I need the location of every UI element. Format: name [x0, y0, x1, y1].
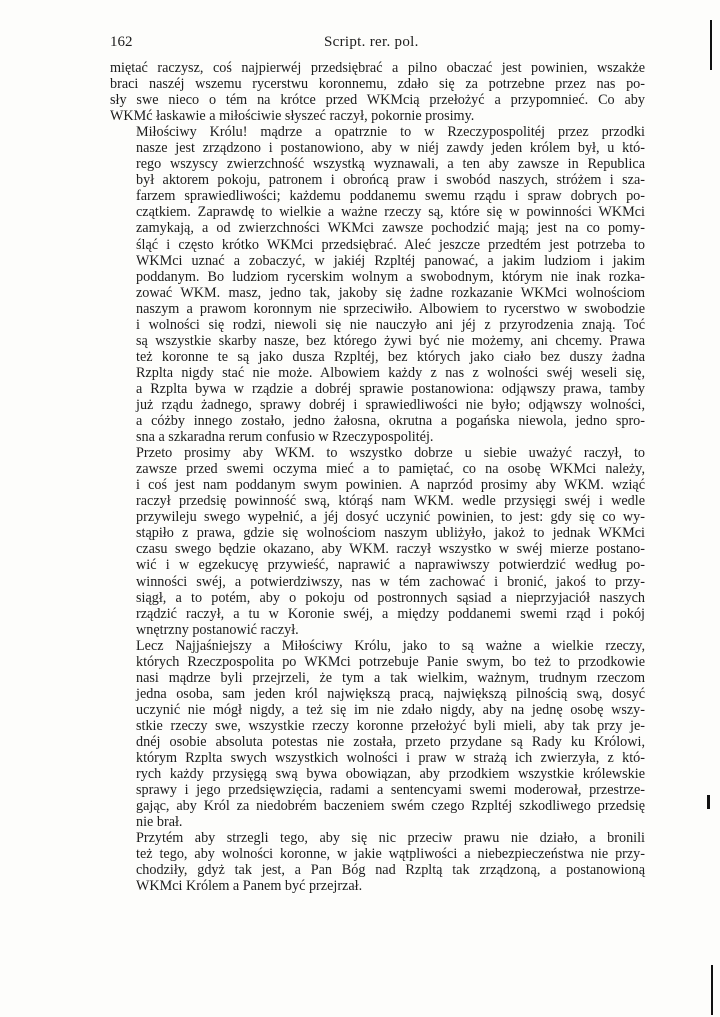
paragraph	[110, 60, 645, 124]
text-line: też tego, aby wolności koronne, w jakie wątpliwości a niebezpieczeństwa nie przy-	[136, 846, 645, 863]
text-line: zować WKM. masz, jedno tak, jakoby się żadne rozkazanie WKMci wolnościom	[136, 284, 645, 301]
text-line: Przeto prosimy aby WKM. to wszystko dobrze u siebie uważyć raczył, to	[136, 445, 645, 462]
text-line: zamykają, a od zwierzchności WKMci zawsze pochodzić mają; jest na co pomy-	[136, 220, 645, 237]
running-header	[110, 34, 645, 60]
text-line: WKMci Królem a Panem być przejrzał.	[136, 878, 363, 895]
text-line: stkie rzeczy swe, wszystkie rzeczy koronne przełożyć byli mieli, aby tak przy je-	[136, 717, 645, 734]
running-title: Script. rer. pol.	[324, 34, 419, 50]
text-line: rządzić raczył, a tu w Koronie swéj, a między poddanemi swemi rząd i pokój	[136, 605, 645, 622]
margin-mark	[711, 965, 713, 1015]
text-line: są wszystkie skarby nasze, bez którego żywi być nie możemy, ani chcemy. Prawa	[136, 332, 645, 349]
text-line: a Rzplta bywa w rządzie a dobréj sprawie postanowiona: odjąwszy prawa, tamby	[136, 380, 645, 397]
text-line: uczynić nie mógł nigdy, a też się im nie zdało nigdy, aby na jednę osobę wszy-	[136, 701, 645, 718]
text-line: czątkiem. Zaprawdę to wielkie a ważne rzeczy są, które się w powinności WKMci	[136, 204, 645, 221]
page	[110, 34, 645, 894]
text-line: WKMci uznać a zobaczyć, w jakiéj Rzpltéj panować, a jakim ludziom i jakim	[136, 252, 645, 269]
text-line: poddanym. Bo ludziom rycerskim wolnym a swobodnym, którym nie inak rozka-	[136, 268, 645, 285]
text-line: rych każdy przysięgą swą bywa obowiązan, aby przodkiem wszystkie królewskie	[136, 766, 645, 783]
text-line: miętać raczysz, coś najpierwéj przedsiębrać a pilno obaczać jest powinien, wszakże	[110, 60, 645, 76]
paragraph	[110, 638, 645, 831]
text-line: których Rzeczpospolita po WKMci potrzebuje Panie swym, bo też to przodkowie	[136, 653, 645, 670]
text-line: którym Rzplta swych wszystkich wolności i praw w strażą ich zwierzyła, z któ-	[136, 750, 645, 767]
body-text	[110, 60, 645, 894]
text-line: stąpiło z prawa, gdzie się wolnościom naszym ubliżyło, jakoż to jednak WKMci	[136, 525, 645, 542]
text-line: sprawy i jego przedsięwzięcia, radami a sentencyami swemi moderował, przestrze-	[136, 782, 645, 799]
text-line: raczył przedsię powinność swą, którąś nam WKM. wedle przysięgi swéj i wedle	[136, 493, 645, 510]
text-line: nasi mądrze byli przejrzeli, że tym a tak wielkim, ważnym, trudnym rzeczom	[136, 669, 645, 686]
text-line: wnętrzny postanowić raczył.	[136, 621, 299, 638]
text-line: braci naszéj wszemu rycerstwu koronnemu, zdało się za potrzebne przez nas po-	[110, 76, 645, 93]
text-line: Miłościwy Królu! mądrze a opatrznie to w Rzeczypospolitéj przez przodki	[136, 124, 645, 141]
text-line: zawsze przed swemi oczyma mieć a to pamiętać, co na osobę WKMci należy,	[136, 461, 645, 478]
text-line: też koronne te są jako dusza Rzpltéj, bez których jako ciało bez duszy żadna	[136, 348, 645, 365]
text-line: dnéj osobie absoluta potestas nie została, przeto przydane są Rady ku Królowi,	[136, 733, 645, 750]
text-line: już rządu żadnego, sprawy dobréj i sprawiedliwości nie było; odjąwszy wolności,	[136, 396, 645, 413]
text-line: siągł, a to potém, aby o pokoju od postronnych sąsiad a nieprzyjaciół naszych	[136, 589, 645, 606]
text-line: wić i w egzekucyę przywieść, naprawić a naprawiwszy potwierdzić według po-	[136, 557, 645, 574]
text-line: naszym a prawom koronnym nie sprzeciwiło. Albowiem to rycerstwo w swobodzie	[136, 300, 645, 317]
paragraph	[110, 445, 645, 638]
page-number: 162	[110, 34, 133, 50]
text-line: Rzplta nigdy stać nie może. Albowiem każdy z nas z wolności swéj weseli się,	[136, 364, 645, 381]
text-line: gając, aby Król za niedobrém baczeniem swém czego Rzpltéj szkodliwego przedsię	[136, 798, 645, 815]
text-line: przywileju swego wypełnić, a jéj dosyć uczynić powinien, to jest: gdy się co wy-	[136, 509, 645, 526]
text-line: czasu swego będzie okazano, aby WKM. raczył wszystko w swéj mierze postano-	[136, 541, 645, 558]
text-line: WKMć łaskawie a miłościwie słyszeć raczył, pokornie prosimy.	[110, 108, 475, 125]
text-line: był aktorem pokoju, patronem i obrońcą praw i swobód naszych, stróżem i sza-	[136, 172, 645, 189]
text-line: śląć i często krótko WKMci przedsiębrać. Aleć jeszcze przedtém jest potrzeba to	[136, 236, 645, 253]
text-line: sna a szkaradna rerum confusio w Rzeczypospolitéj.	[136, 429, 434, 446]
text-line: jedna osoba, sam jeden król największą pracą, największą pilnością swą, dosyć	[136, 685, 645, 702]
text-line: Lecz Najjaśniejszy a Miłościwy Królu, jako to są ważne a wielkie rzeczy,	[136, 637, 645, 654]
text-line: winności swéj, a potwierdziwszy, nas w tém zachować i bronić, jakoś to przy-	[136, 573, 645, 590]
text-line: nie brał.	[136, 814, 183, 831]
paragraph	[110, 124, 645, 445]
text-line: farzem sprawiedliwości; każdemu poddanemu swemu rządu i spraw dobrych po-	[136, 188, 645, 205]
text-line: i coś jest nam poddanym swym powinien. A naprzód prosimy aby WKM. wziąć	[136, 477, 645, 494]
text-line: a cóżby innego zostało, jedno żałosna, okrutna a pogańska niewola, jedno spro-	[136, 413, 645, 430]
text-line: chodziły, gdyż tak jest, a Pan Bóg nad Rzpltą tak zrządzoną, a postanowioną	[136, 862, 645, 879]
text-line: sły swe nieco o tém na krótce przed WKMcią przełożyć a przypomnieć. Co aby	[110, 92, 645, 109]
text-line: nasze jest zrządzono i postanowiono, aby w niéj zawdy jeden królem był, u któ-	[136, 140, 645, 157]
text-line: Przytém aby strzegli tego, aby się nic przeciw prawu nie działo, a bronili	[136, 830, 645, 847]
margin-mark	[710, 20, 712, 70]
margin-mark	[707, 795, 710, 809]
paragraph	[110, 830, 645, 894]
text-line: i wolności się rodzi, niewoli się nie nauczyło ani jéj z przyrodzenia znają. Toć	[136, 316, 645, 333]
text-line: rego wszyscy zwierzchność wszystką wyznawali, a ten aby zawsze in Republica	[136, 156, 645, 173]
